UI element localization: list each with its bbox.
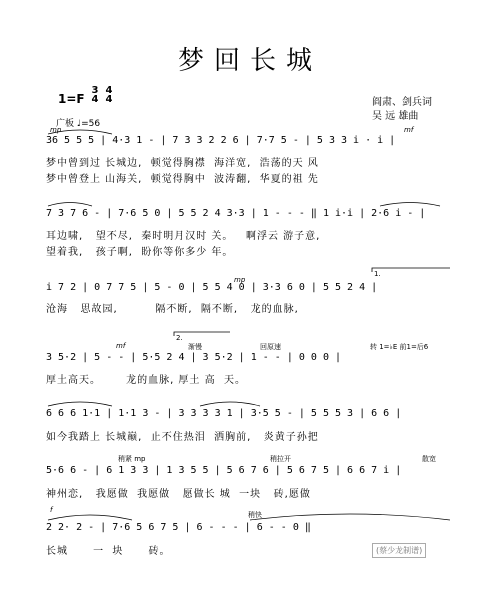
composer: 吴 远 雄曲 bbox=[372, 111, 419, 122]
broaden-mark: 稍拉开 bbox=[270, 455, 291, 463]
system-2-lyric-2: 望着我, 孩子啊, 盼你等你多少 年。 bbox=[46, 247, 234, 258]
system-6-lyric-1: 神州恋, 我愿做 我愿做 愿做长 城 一块 砖,愿做 bbox=[46, 489, 311, 500]
meter-bottom-1: 4 bbox=[91, 94, 99, 105]
slur-1 bbox=[48, 130, 112, 134]
dynamic-f: f bbox=[50, 506, 53, 514]
system-1-notes: 36 5 5 5 | 4·3 1 - | 7 3 3 2 2 6 | 7·7 5 - | 5 3 3 i · i | bbox=[46, 135, 396, 146]
modulation-mark: 转 1=♭E 前1=后6 bbox=[370, 343, 429, 351]
system-4-notes: 3 5·2 | 5 - - | 5·5 2 4 | 3 5·2 | 1 - - | 0 0 0 | bbox=[46, 352, 342, 363]
dynamic-mp-1: mp bbox=[50, 126, 62, 134]
slur-2 bbox=[48, 203, 92, 207]
rit-mark: 渐慢 bbox=[188, 343, 202, 351]
dynamic-mf-1: mf bbox=[404, 126, 414, 134]
system-3-lyric-1: 沧海 思故园, 隔不断, 隔不断, 龙的血脉, bbox=[46, 304, 299, 315]
slur-5 bbox=[200, 402, 260, 406]
meter-top-2: 4 bbox=[105, 85, 113, 96]
free-mark: 散宽 bbox=[422, 455, 436, 463]
system-6-notes: 5·6 6 - | 6 1 3 3 | 1 3 5 5 | 5 6 7 6 | 5 6 7 5 | 6 6 7 i | bbox=[46, 465, 402, 476]
tempo-marking: 广板 ♩=56 bbox=[56, 119, 101, 129]
system-7-lyric-1: 长城 一 块 砖。 bbox=[46, 546, 171, 557]
slur-4 bbox=[48, 402, 112, 406]
song-title: 梦回长城 bbox=[177, 46, 322, 76]
slur-6 bbox=[48, 515, 132, 520]
volta-2-bracket bbox=[174, 332, 230, 336]
volta-2: 2. bbox=[176, 334, 183, 342]
system-5-notes: 6 6 6 1·1 | 1·1 3 - | 3 3 3 3 1 | 3·5 5 - | 5 5 5 3 | 6 6 | bbox=[46, 408, 402, 419]
lyricist: 阎肃、剑兵词 bbox=[372, 97, 432, 108]
volta-1-bracket bbox=[372, 268, 450, 272]
system-2-lyric-1: 耳边啸, 望不尽, 秦时明月汉时 关。 啊浮云 游子意, bbox=[46, 231, 321, 242]
key-signature: 1=F bbox=[58, 92, 85, 106]
meter-bottom-2: 4 bbox=[105, 94, 113, 105]
system-1-lyric-1: 梦中曾到过 长城边, 顿觉得胸襟 海洋宽, 浩荡的天 风 bbox=[46, 158, 319, 169]
system-3-notes: i 7 2 | 0 7 7 5 | 5 - 0 | 5 5 4 0 | 3·3 6 0 | 5 5 2 4 | bbox=[46, 282, 378, 293]
dynamic-mp-2: mp bbox=[234, 276, 246, 284]
system-7-notes: 2 2· 2 - | 7·6 5 6 7 5 | 6 - - - | 6 - - 0 ‖ bbox=[46, 522, 311, 533]
dynamic-mf-2: mf bbox=[116, 342, 126, 350]
slur-3 bbox=[380, 203, 440, 207]
meter-top-1: 3 bbox=[91, 85, 99, 96]
system-2-notes: 7 3 7 6 - | 7·6 5 0 | 5 5 2 4 3·3 | 1 - - - ‖ 1 i·i | 2·6 i - | bbox=[46, 208, 426, 219]
volta-1-top: 1. bbox=[374, 270, 381, 278]
transcriber-tag: (蔡少龙制谱) bbox=[372, 543, 426, 558]
slur-7 bbox=[250, 514, 450, 520]
faster-mark: 稍快 bbox=[248, 511, 262, 519]
tempo-tight-mark: 稍紧 mp bbox=[118, 455, 146, 463]
system-5-lyric-1: 如今我踏上 长城巅, 止不住热泪 洒胸前, 炎黄子孙把 bbox=[46, 432, 319, 443]
system-1-lyric-2: 梦中曾登上 山海关, 顿觉得胸中 波涛翻, 华夏的祖 先 bbox=[46, 174, 319, 185]
system-4-lyric-1: 厚土高天。 龙的血脉, 厚土 高 天。 bbox=[46, 375, 246, 386]
a-tempo-mark: 回原速 bbox=[260, 343, 281, 351]
